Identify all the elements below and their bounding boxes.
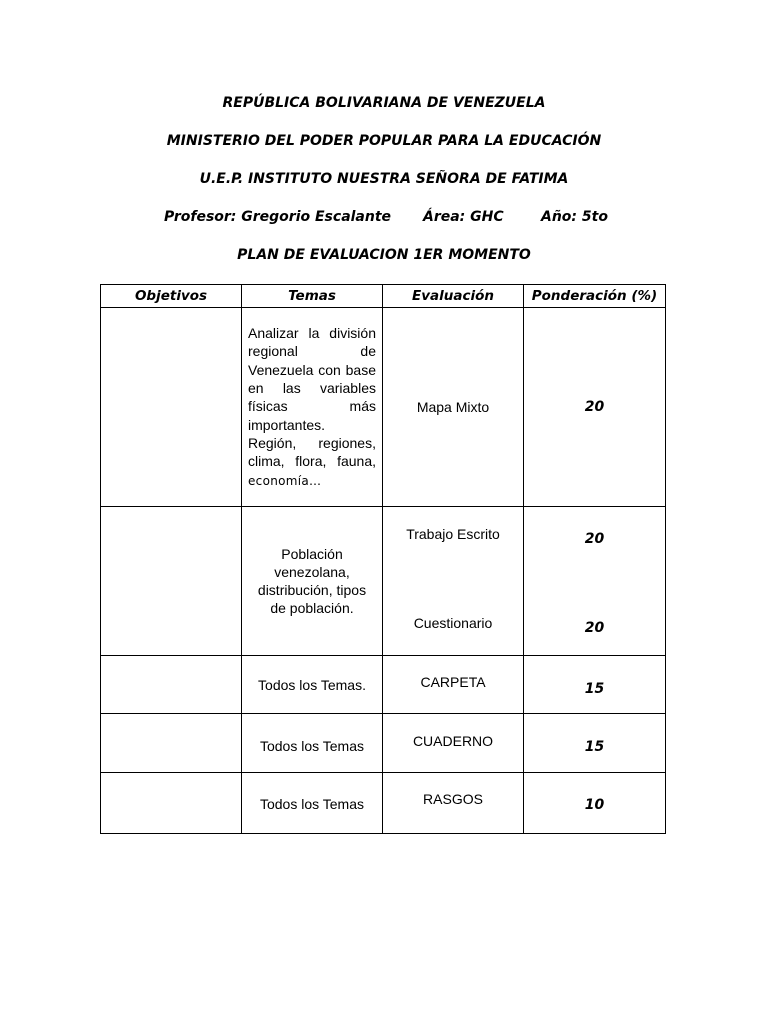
ponderacion-cell: 10 [524,773,666,834]
evaluation-plan-table [100,284,666,834]
table-row [101,308,666,507]
plan-title: PLAN DE EVALUACION 1ER MOMENTO [237,247,531,263]
table-row [101,507,666,656]
evaluacion-cell: CARPETA [383,656,524,714]
temas-text: Analizar la división regional de Venezuela con base en las variables físicas más importantes. Región, regiones, clima, flora, fauna, [248,325,376,470]
anio-label: Año: 5to [541,209,608,225]
header-ministry: MINISTERIO DEL PODER POPULAR PARA LA EDUCACIÓN [166,133,602,149]
header-republic: REPÚBLICA BOLIVARIANA DE VENEZUELA [222,95,546,111]
ponderacion-cell: 20 [524,308,666,507]
evaluacion-cell: RASGOS [383,773,524,834]
objetivos-cell [101,308,242,507]
table-header-row [101,285,666,308]
evaluacion-cell: Mapa Mixto [383,308,524,507]
objetivos-cell [101,714,242,773]
temas-cell: Todos los Temas [242,773,383,834]
meta-line [0,208,768,226]
table-row [101,773,666,834]
temas-cell [242,308,383,507]
temas-cell: Todos los Temas [242,714,383,773]
area-label: Área: GHC [423,209,504,225]
column-header-temas: Temas [242,285,383,308]
table-row [101,656,666,714]
evaluacion-item-2: Cuestionario [413,615,493,631]
objetivos-cell [101,507,242,656]
column-header-ponderacion: Ponderación (%) [524,285,666,308]
ponderacion-item-2: 20 [584,620,605,636]
column-header-evaluacion: Evaluación [383,285,524,308]
table-row [101,714,666,773]
temas-cell: Población venezolana, distribución, tipos de población. [242,507,383,656]
profesor-label: Profesor: Gregorio Escalante [164,209,392,225]
evaluacion-item-1: Trabajo Escrito [406,526,500,542]
objetivos-cell [101,773,242,834]
column-header-objetivos: Objetivos [101,285,242,308]
ponderacion-item-1: 20 [584,531,605,547]
ponderacion-cell: 15 [524,656,666,714]
ponderacion-cell [524,507,666,656]
objetivos-cell [101,656,242,714]
ponderacion-cell: 15 [524,714,666,773]
evaluacion-cell [383,507,524,656]
temas-cell: Todos los Temas. [242,656,383,714]
evaluacion-cell: CUADERNO [383,714,524,773]
header-institute: U.E.P. INSTITUTO NUESTRA SEÑORA DE FATIMA [199,171,569,187]
temas-text-tail: economía… [248,473,322,488]
